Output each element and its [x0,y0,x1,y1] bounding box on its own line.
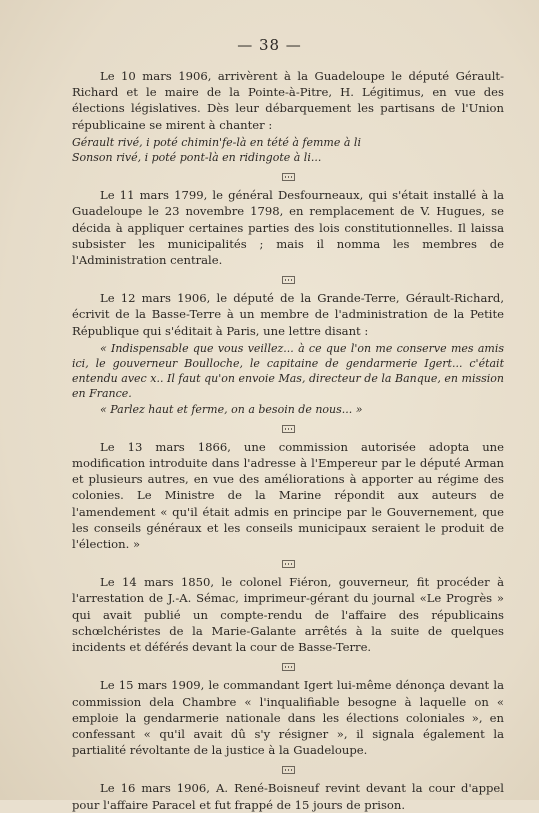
quote-line: « Indispensable que vous veillez... à ce que l'on me conserve mes amis ici, le gouverneur Boulloche, le capitaine de gendarmerie Igert... c'était entendu avec x.. Il faut qu'on envoie Mas, directeur de la Banque, en mission en France. [72,341,504,401]
page-body [72,68,504,813]
section-ornament [72,763,504,777]
section-ornament [72,557,504,571]
paragraph-14-mars: Le 14 mars 1850, le colonel Fiéron, gouverneur, fit procéder à l'arrestation de J.-A. Sémac, imprimeur-gérant du journal «Le Progrès » qui avait publié un compte-rendu de l'affaire des républicains schœlchéristes de la Marie-Galante arrêtés à la suite de quelques incidents et déférés devant la cour de Basse-Terre. [72,575,504,655]
paragraph-15-mars: Le 15 mars 1909, le commandant Igert lui-même dénonça devant la commission dela Chambre « l'inqualifiable besogne à laquelle on « emploie la gendarmerie nationale dans les élections coloniales », en confessant « qu'il avait dû s'y résigner », il signala également la partialité révoltante de la justice à la Guadeloupe. [72,678,504,758]
paragraph-13-mars: Le 13 mars 1866, une commission autorisée adopta une modification introduite dans l'adresse à l'Empereur par le député Arman et plusieurs autres, en vue des améliorations à apporter au régime des colonies. Le Ministre de la Marine répondit aux auteurs de l'amendement « qu'il était admis en principe par le Gouvernement, que les conseils généraux et les conseils municipaux seraient le produit de l'élection. » [72,439,504,552]
section-ornament [72,170,504,184]
paragraph-11-mars: Le 11 mars 1799, le général Desfourneaux, qui s'était installé à la Guadeloupe le 23 novembre 1798, en remplacement de V. Hugues, se décida à appliquer certaines parties des lois constitutionnelles. Il laissa subsister les municipalités ; mais il nomma les membres de l'Administration centrale. [72,188,504,268]
quote-line: « Parlez haut et ferme, on a besoin de nous... » [100,402,363,416]
section-ornament [72,660,504,674]
section-ornament [72,273,504,287]
paragraph-16-mars: Le 16 mars 1906, A. René-Boisneuf revint devant la cour d'appel pour l'affaire Paracel et fut frappé de 15 jours de prison. [72,781,504,812]
quote-line: Gérault rivé, i poté chimin'fe-là en tété à femme à li [72,135,361,149]
section-ornament [72,422,504,436]
page-number: — 38 — [237,36,302,54]
paragraph-10-mars: Le 10 mars 1906, arrivèrent à la Guadeloupe le député Gérault-Richard et le maire de la Pointe-à-Pitre, H. Légitimus, en vue des élections législatives. Dès leur débarquement les partisans de l'Union républicaine se mirent à chanter : [72,69,504,132]
paragraph-12-mars: Le 12 mars 1906, le député de la Grande-Terre, Gérault-Richard, écrivit de la Basse-Terre à un membre de l'administration de la Petite République qui s'éditait à Paris, une lettre disant : [72,291,504,338]
quote-line: Sonson rivé, i poté pont-là en ridingote à li... [72,151,322,165]
